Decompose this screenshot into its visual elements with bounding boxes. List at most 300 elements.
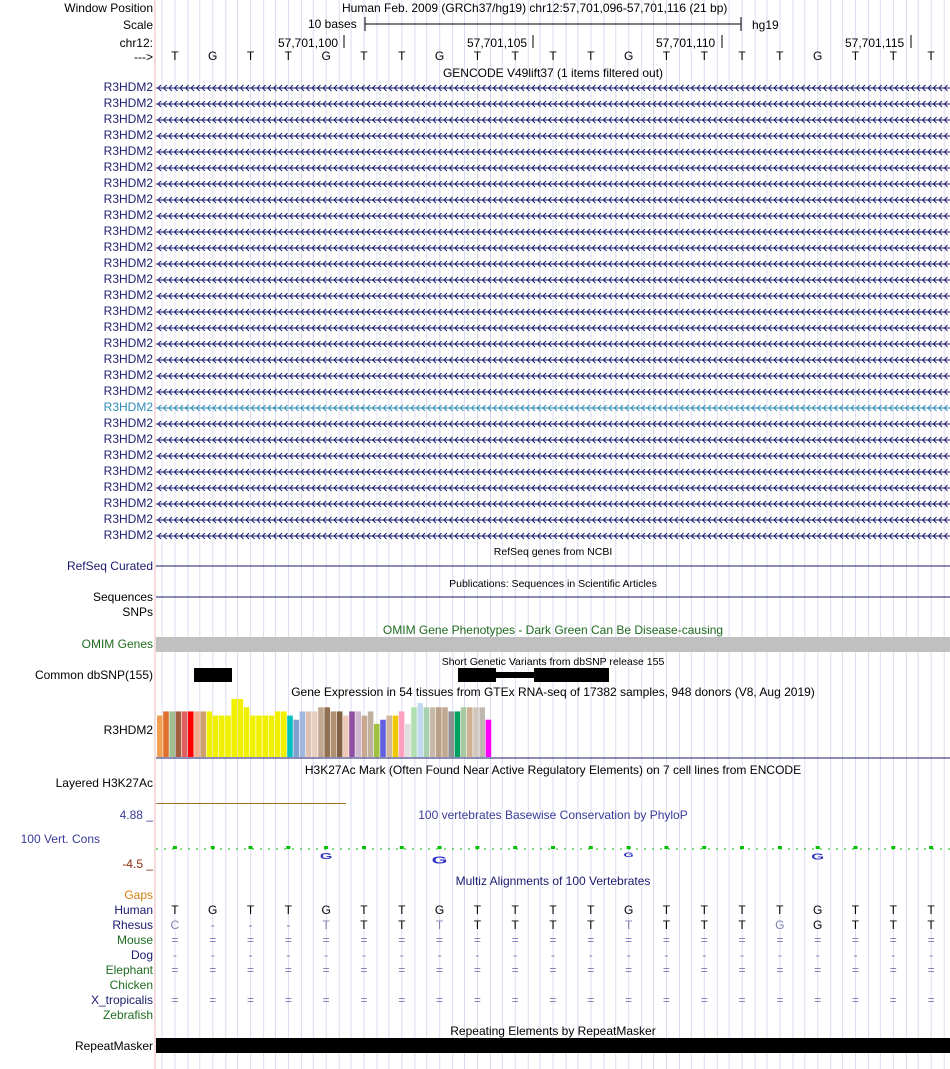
multiz-aligned-base: - bbox=[588, 948, 593, 962]
multiz-aligned-base: = bbox=[738, 963, 746, 977]
phylop-score-mark bbox=[551, 846, 555, 849]
gtex-tissue-bar[interactable] bbox=[473, 707, 479, 757]
multiz-aligned-base: T bbox=[776, 903, 784, 917]
phylop-score-mark bbox=[362, 846, 366, 849]
gtex-tissue-bar[interactable] bbox=[207, 711, 213, 757]
gencode-gene-label[interactable]: R3HDM2 bbox=[103, 496, 153, 510]
multiz-aligned-base: = bbox=[511, 993, 519, 1007]
window-position-label: Window Position bbox=[64, 1, 153, 15]
window-position-value: Human Feb. 2009 (GRCh37/hg19) chr12:57,701,096-57,701,116 (21 bp) bbox=[342, 1, 728, 15]
dbsnp-variant-4[interactable] bbox=[534, 668, 609, 682]
phylop-score-mark bbox=[173, 846, 177, 849]
multiz-aligned-base: = bbox=[700, 993, 708, 1007]
multiz-aligned-base: - bbox=[664, 948, 669, 962]
gencode-gene-label[interactable]: R3HDM2 bbox=[103, 432, 153, 446]
phylop-min-label: -4.5 _ bbox=[122, 857, 153, 871]
multiz-aligned-base: - bbox=[361, 948, 366, 962]
gtex-tissue-bar[interactable] bbox=[355, 711, 361, 757]
multiz-aligned-base: T bbox=[927, 903, 935, 917]
position-tick-1: 57,701,100 bbox=[278, 36, 339, 50]
multiz-aligned-base: = bbox=[776, 963, 784, 977]
multiz-species-label[interactable]: Mouse bbox=[116, 933, 153, 947]
gencode-transcript[interactable] bbox=[156, 450, 950, 462]
multiz-aligned-base: = bbox=[814, 993, 822, 1007]
multiz-aligned-base: T bbox=[511, 918, 519, 932]
gencode-transcript[interactable] bbox=[156, 322, 950, 334]
multiz-aligned-base: - bbox=[286, 918, 291, 932]
multiz-aligned-base: = bbox=[398, 993, 406, 1007]
gtex-tissue-bar[interactable] bbox=[362, 716, 368, 757]
gencode-gene-label[interactable]: R3HDM2 bbox=[103, 448, 153, 462]
phylop-score-mark bbox=[664, 846, 668, 849]
phylop-track-title[interactable]: 100 vertebrates Basewise Conservation by PhyloP bbox=[418, 808, 688, 822]
gencode-transcript[interactable] bbox=[156, 370, 950, 382]
repeatmasker-bar[interactable] bbox=[156, 1038, 950, 1053]
phylop-score-mark bbox=[249, 846, 253, 849]
base-letter: T bbox=[738, 49, 746, 63]
gencode-transcript[interactable] bbox=[156, 482, 950, 494]
multiz-aligned-base: - bbox=[210, 948, 215, 962]
multiz-aligned-base: = bbox=[360, 993, 368, 1007]
multiz-aligned-base: = bbox=[889, 993, 897, 1007]
h3k27ac-signal-line bbox=[156, 803, 346, 804]
base-letter: T bbox=[851, 49, 860, 63]
gencode-gene-label[interactable]: R3HDM2 bbox=[103, 272, 153, 286]
phylop-score-mark bbox=[891, 846, 895, 849]
gtex-tissue-bar[interactable] bbox=[455, 711, 461, 757]
multiz-aligned-base: = bbox=[322, 993, 330, 1007]
gencode-gene-label[interactable]: R3HDM2 bbox=[103, 352, 153, 366]
multiz-aligned-base: T bbox=[851, 918, 860, 932]
refseq-track-title[interactable]: RefSeq genes from NCBI bbox=[493, 546, 613, 558]
gencode-transcript[interactable] bbox=[156, 258, 950, 270]
gtex-tissue-bar[interactable] bbox=[238, 699, 244, 757]
multiz-aligned-base: = bbox=[814, 963, 822, 977]
position-tick-2: 57,701,105 bbox=[467, 36, 528, 50]
multiz-aligned-base: - bbox=[286, 948, 291, 962]
gtex-expression-chart[interactable] bbox=[156, 699, 950, 759]
dbsnp-variant-3[interactable] bbox=[496, 672, 534, 678]
gtex-tissue-bar[interactable] bbox=[368, 711, 374, 757]
phylop-score-mark bbox=[816, 846, 820, 849]
multiz-aligned-base: T bbox=[360, 918, 368, 932]
multiz-aligned-base: = bbox=[473, 933, 481, 947]
multiz-aligned-base: - bbox=[513, 948, 518, 962]
multiz-aligned-base: T bbox=[889, 903, 897, 917]
gtex-tissue-bar[interactable] bbox=[331, 711, 337, 757]
gtex-tissue-bar[interactable] bbox=[380, 720, 386, 757]
gtex-tissue-bar[interactable] bbox=[213, 716, 219, 757]
phylop-max-label: 4.88 _ bbox=[119, 808, 153, 822]
gencode-transcript[interactable] bbox=[156, 386, 950, 398]
gtex-tissue-bar[interactable] bbox=[436, 707, 442, 757]
gtex-tissue-bar[interactable] bbox=[219, 716, 225, 757]
multiz-aligned-base: - bbox=[626, 948, 631, 962]
gencode-transcript[interactable] bbox=[156, 130, 950, 142]
gtex-tissue-bar[interactable] bbox=[324, 707, 330, 757]
publications-track-title[interactable]: Publications: Sequences in Scientific Articles bbox=[449, 578, 657, 590]
multiz-aligned-base: - bbox=[891, 948, 896, 962]
gencode-gene-label[interactable]: R3HDM2 bbox=[103, 144, 153, 158]
multiz-aligned-base: = bbox=[322, 933, 330, 947]
multiz-species-label[interactable]: Chicken bbox=[109, 978, 153, 992]
chrom-label: chr12: bbox=[119, 36, 153, 50]
multiz-aligned-base: T bbox=[662, 918, 671, 932]
multiz-aligned-base: - bbox=[702, 948, 707, 962]
phylop-score-mark bbox=[778, 846, 782, 849]
omim-track-title[interactable]: OMIM Gene Phenotypes - Dark Green Can Be Disease-causing bbox=[382, 623, 724, 637]
gtex-tissue-bar[interactable] bbox=[393, 716, 399, 757]
repeatmasker-track-title[interactable]: Repeating Elements by RepeatMasker bbox=[450, 1024, 656, 1038]
multiz-species-label[interactable]: X_tropicalis bbox=[90, 993, 153, 1007]
multiz-aligned-base: - bbox=[324, 948, 329, 962]
gtex-tissue-bar[interactable] bbox=[200, 711, 206, 757]
multiz-aligned-base: T bbox=[360, 903, 368, 917]
multiz-aligned-base: T bbox=[322, 918, 330, 932]
base-letter: T bbox=[889, 49, 897, 63]
multiz-aligned-base: = bbox=[284, 963, 292, 977]
multiz-aligned-base: C bbox=[170, 918, 180, 932]
gtex-tissue-bar[interactable] bbox=[442, 707, 448, 757]
gtex-tissue-bar[interactable] bbox=[163, 711, 169, 757]
gencode-transcript[interactable] bbox=[156, 146, 950, 158]
gtex-tissue-bar[interactable] bbox=[176, 711, 182, 757]
gencode-transcript[interactable] bbox=[156, 354, 950, 366]
multiz-aligned-base: = bbox=[549, 993, 557, 1007]
multiz-aligned-base: - bbox=[853, 948, 858, 962]
gtex-tissue-bar[interactable] bbox=[448, 711, 454, 757]
multiz-aligned-base: T bbox=[549, 903, 557, 917]
multiz-species-label[interactable]: Zebrafish bbox=[102, 1008, 153, 1022]
dbsnp-track-title[interactable]: Short Genetic Variants from dbSNP release 155 bbox=[441, 656, 665, 668]
phylop-track-label[interactable]: 100 Vert. Cons bbox=[20, 832, 100, 846]
gencode-transcript[interactable] bbox=[156, 114, 950, 126]
gencode-gene-label[interactable]: R3HDM2 bbox=[103, 96, 153, 110]
gtex-tissue-bar[interactable] bbox=[244, 707, 250, 757]
multiz-aligned-base: T bbox=[738, 903, 746, 917]
gencode-transcript[interactable] bbox=[156, 290, 950, 302]
refseq-track-label[interactable]: RefSeq Curated bbox=[66, 559, 153, 573]
multiz-aligned-base: = bbox=[473, 963, 481, 977]
phylop-conserved-base: G bbox=[319, 852, 333, 861]
phylop-score-mark bbox=[286, 846, 290, 849]
multiz-aligned-base: = bbox=[322, 963, 330, 977]
gencode-transcript[interactable] bbox=[156, 98, 950, 110]
base-letter: G bbox=[623, 49, 634, 63]
gtex-tissue-bar[interactable] bbox=[157, 716, 163, 757]
gencode-transcript[interactable] bbox=[156, 274, 950, 286]
gencode-transcript[interactable] bbox=[156, 194, 950, 206]
multiz-aligned-base: T bbox=[587, 903, 595, 917]
multiz-aligned-base: T bbox=[549, 918, 557, 932]
gtex-tissue-bar[interactable] bbox=[188, 711, 194, 757]
multiz-aligned-base: = bbox=[587, 993, 595, 1007]
multiz-aligned-base: = bbox=[209, 993, 217, 1007]
base-letter: T bbox=[511, 49, 519, 63]
multiz-species-label[interactable]: Dog bbox=[130, 948, 153, 962]
gtex-tissue-bar[interactable] bbox=[417, 703, 423, 757]
gtex-tissue-bar[interactable] bbox=[312, 711, 318, 757]
multiz-aligned-base: = bbox=[171, 993, 179, 1007]
multiz-species-label[interactable]: Elephant bbox=[105, 963, 153, 977]
multiz-aligned-base: T bbox=[587, 918, 595, 932]
multiz-aligned-base: = bbox=[587, 963, 595, 977]
multiz-aligned-base: = bbox=[398, 963, 406, 977]
gencode-transcript[interactable] bbox=[156, 498, 950, 510]
multiz-aligned-base: = bbox=[625, 993, 633, 1007]
multiz-aligned-base: T bbox=[927, 918, 935, 932]
gencode-transcript[interactable] bbox=[156, 242, 950, 254]
base-letter: T bbox=[927, 49, 935, 63]
multiz-track-title[interactable]: Multiz Alignments of 100 Vertebrates bbox=[455, 874, 651, 888]
gencode-transcript[interactable] bbox=[156, 402, 950, 414]
strand-label: ---> bbox=[134, 50, 153, 64]
gtex-tissue-bar[interactable] bbox=[231, 699, 237, 757]
gencode-transcript[interactable] bbox=[156, 226, 950, 238]
gencode-transcript[interactable] bbox=[156, 530, 950, 542]
gtex-track-title[interactable]: Gene Expression in 54 tissues from GTEx RNA-seq of 17382 samples, 948 donors (V8, Aug 2019) bbox=[291, 685, 815, 699]
multiz-aligned-base: = bbox=[209, 963, 217, 977]
base-letter: T bbox=[549, 49, 557, 63]
phylop-score-mark bbox=[324, 846, 328, 849]
multiz-aligned-base: = bbox=[776, 993, 784, 1007]
multiz-aligned-base: = bbox=[436, 963, 444, 977]
multiz-aligned-base: = bbox=[662, 963, 670, 977]
multiz-aligned-base: - bbox=[399, 948, 404, 962]
gencode-gene-label[interactable]: R3HDM2 bbox=[103, 208, 153, 222]
multiz-aligned-base: - bbox=[437, 948, 442, 962]
gtex-tissue-bar[interactable] bbox=[225, 716, 231, 757]
multiz-aligned-base: T bbox=[246, 903, 255, 917]
multiz-aligned-base: - bbox=[248, 948, 253, 962]
gencode-gene-label[interactable]: R3HDM2 bbox=[103, 320, 153, 334]
gtex-tissue-bar[interactable] bbox=[399, 711, 405, 757]
omim-track-label[interactable]: OMIM Genes bbox=[81, 637, 153, 651]
gtex-tissue-bar[interactable] bbox=[262, 716, 268, 757]
multiz-aligned-base: T bbox=[851, 903, 860, 917]
gencode-gene-label[interactable]: R3HDM2 bbox=[103, 288, 153, 302]
gtex-tissue-bar[interactable] bbox=[306, 711, 312, 757]
gencode-gene-label[interactable]: R3HDM2 bbox=[103, 240, 153, 254]
gencode-transcript[interactable] bbox=[156, 210, 950, 222]
gencode-gene-label[interactable]: R3HDM2 bbox=[103, 80, 153, 94]
base-letter: G bbox=[812, 49, 823, 63]
multiz-aligned-base: G bbox=[812, 918, 823, 932]
gencode-transcript[interactable] bbox=[156, 466, 950, 478]
scale-label: Scale bbox=[122, 18, 153, 32]
multiz-aligned-base: = bbox=[549, 933, 557, 947]
multiz-aligned-base: = bbox=[284, 993, 292, 1007]
omim-gene-bar[interactable] bbox=[156, 637, 950, 652]
phylop-score-mark bbox=[929, 846, 933, 849]
gtex-tissue-bar[interactable] bbox=[411, 707, 417, 757]
gtex-tissue-bar[interactable] bbox=[281, 711, 287, 757]
phylop-score-mark bbox=[400, 846, 404, 849]
multiz-aligned-base: G bbox=[623, 903, 634, 917]
gtex-tissue-bar[interactable] bbox=[275, 711, 281, 757]
gtex-track-label[interactable]: R3HDM2 bbox=[103, 723, 153, 737]
gencode-transcript[interactable] bbox=[156, 306, 950, 318]
h3k27ac-track-title[interactable]: H3K27Ac Mark (Often Found Near Active Regulatory Elements) on 7 cell lines from ENCODE bbox=[304, 763, 802, 777]
gencode-gene-label[interactable]: R3HDM2 bbox=[103, 128, 153, 142]
gencode-gene-label[interactable]: R3HDM2 bbox=[103, 160, 153, 174]
base-letter: T bbox=[284, 49, 292, 63]
multiz-aligned-base: = bbox=[247, 933, 255, 947]
phylop-conservation-plot[interactable] bbox=[156, 828, 950, 868]
gtex-tissue-bar[interactable] bbox=[405, 724, 411, 757]
multiz-aligned-base: = bbox=[625, 963, 633, 977]
gtex-tissue-bar[interactable] bbox=[424, 707, 430, 757]
gtex-tissue-bar[interactable] bbox=[256, 716, 262, 757]
multiz-aligned-base: = bbox=[436, 993, 444, 1007]
h3k27ac-track-label[interactable]: Layered H3K27Ac bbox=[55, 776, 153, 790]
multiz-aligned-base: = bbox=[889, 963, 897, 977]
base-letter: T bbox=[246, 49, 255, 63]
gtex-tissue-bar[interactable] bbox=[430, 707, 436, 757]
multiz-aligned-base: = bbox=[511, 963, 519, 977]
gtex-tissue-bar[interactable] bbox=[343, 716, 349, 757]
gtex-tissue-bar[interactable] bbox=[337, 711, 343, 757]
gencode-gene-label[interactable]: R3HDM2 bbox=[103, 304, 153, 318]
multiz-aligned-base: T bbox=[889, 918, 897, 932]
gtex-tissue-bar[interactable] bbox=[479, 707, 485, 757]
multiz-aligned-base: T bbox=[738, 918, 746, 932]
gencode-gene-label[interactable]: R3HDM2 bbox=[103, 224, 153, 238]
gencode-gene-label[interactable]: R3HDM2 bbox=[103, 512, 153, 526]
phylop-score-mark bbox=[211, 846, 215, 849]
multiz-aligned-base: = bbox=[209, 933, 217, 947]
gtex-tissue-bar[interactable] bbox=[182, 711, 188, 757]
multiz-aligned-base: T bbox=[398, 918, 406, 932]
phylop-score-mark bbox=[475, 846, 479, 849]
gencode-gene-label[interactable]: R3HDM2 bbox=[103, 480, 153, 494]
multiz-species-label[interactable]: Human bbox=[114, 903, 153, 917]
multiz-aligned-base: T bbox=[284, 903, 292, 917]
gtex-tissue-bar[interactable] bbox=[269, 716, 275, 757]
gencode-transcript[interactable] bbox=[156, 178, 950, 190]
gtex-tissue-bar[interactable] bbox=[374, 724, 380, 757]
gencode-transcript[interactable] bbox=[156, 514, 950, 526]
phylop-score-mark bbox=[740, 846, 744, 849]
multiz-aligned-base: = bbox=[927, 963, 935, 977]
multiz-aligned-base: = bbox=[511, 933, 519, 947]
gencode-track-title[interactable]: GENCODE V49lift37 (1 items filtered out) bbox=[442, 66, 664, 80]
gencode-transcript[interactable] bbox=[156, 82, 950, 94]
phylop-score-mark bbox=[589, 846, 593, 849]
phylop-conserved-base: G bbox=[431, 855, 448, 866]
phylop-score-mark bbox=[853, 846, 857, 849]
multiz-aligned-base: - bbox=[475, 948, 480, 962]
multiz-aligned-base: G bbox=[434, 903, 445, 917]
gtex-tissue-bar[interactable] bbox=[486, 720, 492, 757]
multiz-aligned-base: T bbox=[511, 903, 519, 917]
gencode-gene-label[interactable]: R3HDM2 bbox=[103, 384, 153, 398]
gencode-gene-label[interactable]: R3HDM2 bbox=[103, 400, 153, 414]
multiz-aligned-base: = bbox=[247, 963, 255, 977]
assembly-label: hg19 bbox=[752, 18, 779, 32]
multiz-aligned-base: = bbox=[889, 933, 897, 947]
gencode-gene-label[interactable]: R3HDM2 bbox=[103, 192, 153, 206]
gencode-gene-label[interactable]: R3HDM2 bbox=[103, 368, 153, 382]
gtex-tissue-bar[interactable] bbox=[169, 711, 175, 757]
multiz-species-label[interactable]: Rhesus bbox=[112, 918, 153, 932]
base-letter: T bbox=[662, 49, 671, 63]
multiz-aligned-base: T bbox=[398, 903, 406, 917]
gtex-tissue-bar[interactable] bbox=[349, 711, 355, 757]
multiz-aligned-base: T bbox=[473, 918, 482, 932]
multiz-aligned-base: = bbox=[549, 963, 557, 977]
gencode-gene-label[interactable]: R3HDM2 bbox=[103, 464, 153, 478]
multiz-aligned-base: = bbox=[171, 963, 179, 977]
gencode-gene-label[interactable]: R3HDM2 bbox=[103, 528, 153, 542]
gencode-transcript[interactable] bbox=[156, 162, 950, 174]
multiz-aligned-base: = bbox=[360, 963, 368, 977]
multiz-aligned-base: = bbox=[662, 993, 670, 1007]
gencode-transcript[interactable] bbox=[156, 434, 950, 446]
repeatmasker-track-label[interactable]: RepeatMasker bbox=[74, 1039, 153, 1053]
gencode-gene-label[interactable]: R3HDM2 bbox=[103, 336, 153, 350]
gtex-tissue-bar[interactable] bbox=[386, 716, 392, 757]
gtex-tissue-bar[interactable] bbox=[293, 720, 299, 757]
multiz-aligned-base: T bbox=[473, 903, 482, 917]
multiz-aligned-base: = bbox=[473, 993, 481, 1007]
phylop-score-mark bbox=[513, 846, 517, 849]
gtex-tissue-bar[interactable] bbox=[467, 707, 473, 757]
dbsnp-variant-1[interactable] bbox=[194, 668, 232, 682]
multiz-aligned-base: = bbox=[851, 933, 859, 947]
gtex-tissue-bar[interactable] bbox=[461, 707, 467, 757]
base-letter: T bbox=[700, 49, 708, 63]
multiz-aligned-base: = bbox=[247, 993, 255, 1007]
multiz-aligned-base: = bbox=[662, 933, 670, 947]
multiz-aligned-base: G bbox=[208, 903, 218, 917]
dbsnp-variant-2[interactable] bbox=[458, 668, 496, 682]
gtex-tissue-bar[interactable] bbox=[287, 716, 293, 757]
multiz-aligned-base: = bbox=[927, 993, 935, 1007]
gencode-gene-label[interactable]: R3HDM2 bbox=[103, 416, 153, 430]
multiz-aligned-base: T bbox=[624, 918, 633, 932]
gencode-gene-label[interactable]: R3HDM2 bbox=[103, 176, 153, 190]
dbsnp-track-label[interactable]: Common dbSNP(155) bbox=[34, 668, 153, 682]
base-letter: T bbox=[776, 49, 784, 63]
gtex-tissue-bar[interactable] bbox=[194, 711, 200, 757]
multiz-aligned-base: - bbox=[740, 948, 745, 962]
gencode-gene-label[interactable]: R3HDM2 bbox=[103, 256, 153, 270]
multiz-aligned-base: - bbox=[777, 948, 782, 962]
publications-track-label-line1[interactable]: Sequences bbox=[92, 590, 153, 604]
gtex-tissue-bar[interactable] bbox=[318, 707, 324, 757]
multiz-aligned-base: T bbox=[700, 918, 708, 932]
base-letter: T bbox=[360, 49, 368, 63]
phylop-score-mark bbox=[702, 846, 706, 849]
multiz-aligned-base: = bbox=[738, 993, 746, 1007]
multiz-aligned-base: = bbox=[360, 933, 368, 947]
gencode-transcript[interactable] bbox=[156, 338, 950, 350]
multiz-aligned-base: = bbox=[171, 933, 179, 947]
phylop-score-mark bbox=[627, 846, 631, 849]
gtex-tissue-bar[interactable] bbox=[250, 716, 256, 757]
phylop-conserved-base: G bbox=[811, 851, 825, 862]
multiz-aligned-base: - bbox=[248, 918, 253, 932]
publications-track-label-line2[interactable]: SNPs bbox=[122, 605, 153, 619]
position-tick-3: 57,701,110 bbox=[656, 36, 716, 50]
gencode-transcript[interactable] bbox=[156, 418, 950, 430]
gtex-tissue-bar[interactable] bbox=[300, 711, 306, 757]
multiz-aligned-base: = bbox=[398, 933, 406, 947]
multiz-aligned-base: - bbox=[172, 948, 177, 962]
gencode-gene-label[interactable]: R3HDM2 bbox=[103, 112, 153, 126]
multiz-aligned-base: - bbox=[929, 948, 934, 962]
